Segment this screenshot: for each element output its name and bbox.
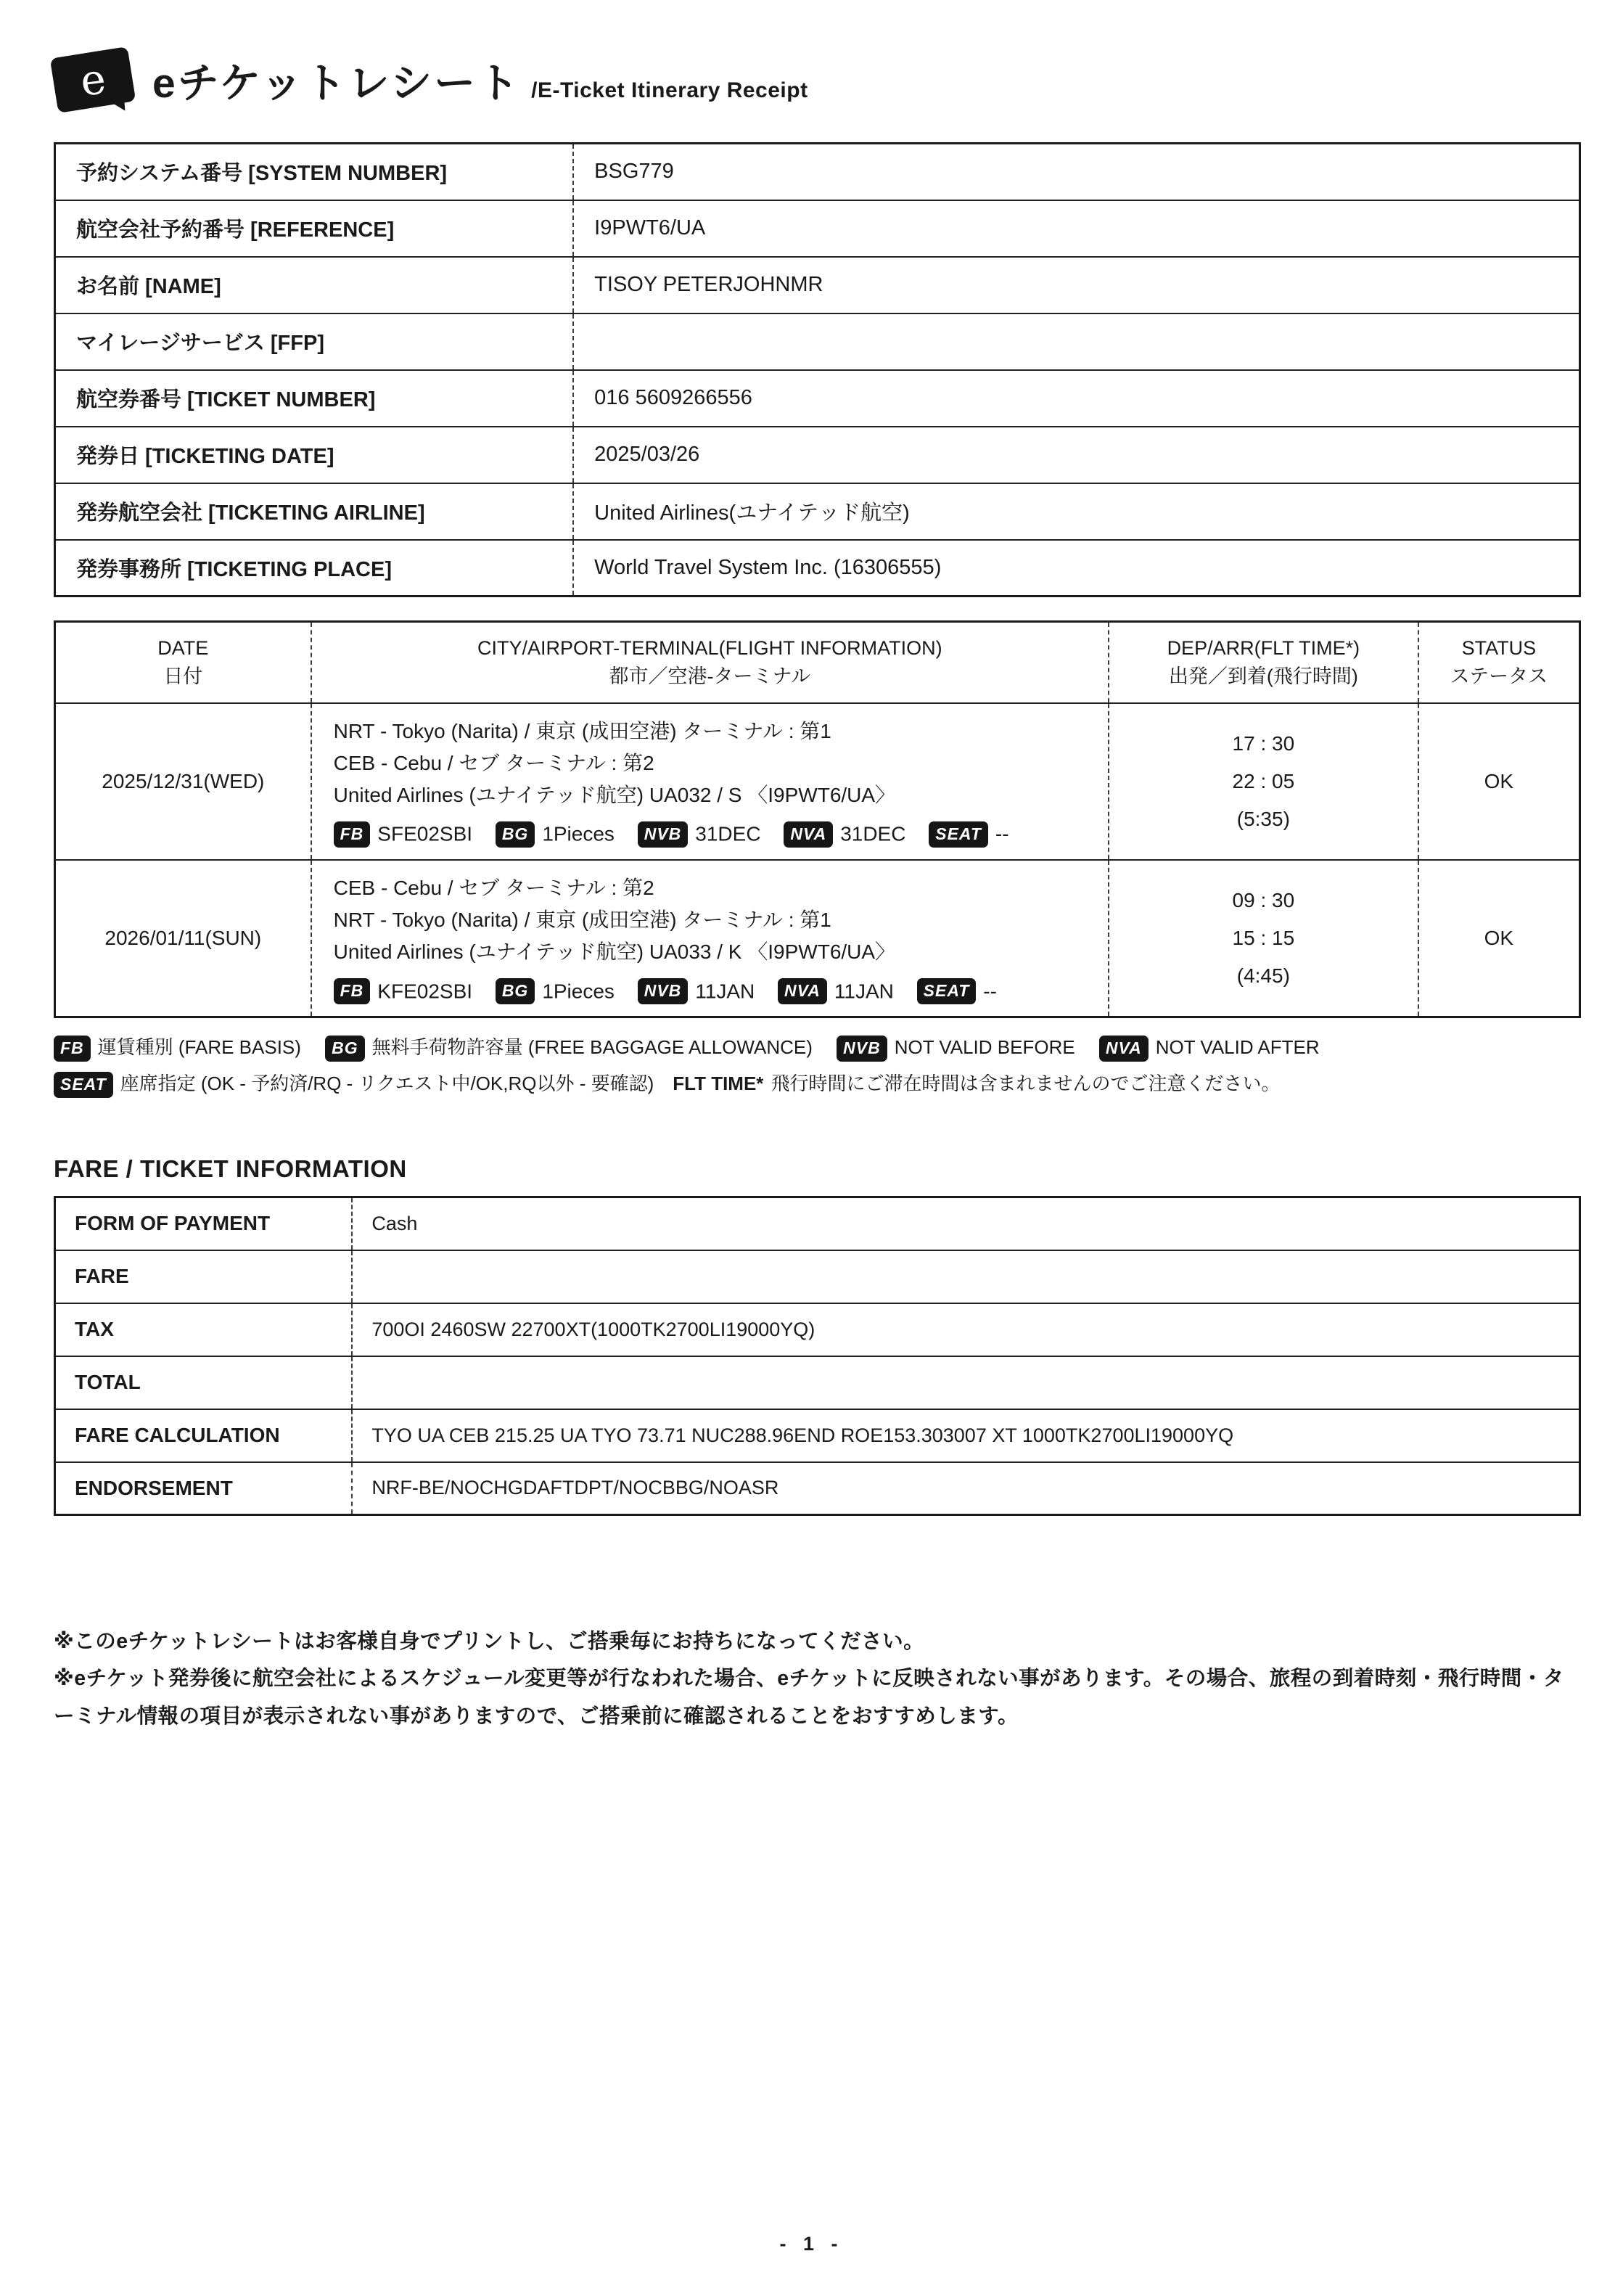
header-date-ja: 日付 bbox=[163, 665, 203, 687]
table-row bbox=[55, 1250, 1580, 1303]
seat-group bbox=[917, 979, 997, 1001]
nvb-value: 31DEC bbox=[695, 822, 761, 845]
column-header-dep-arr bbox=[1109, 622, 1418, 703]
table-row bbox=[55, 200, 1580, 257]
fare-basis-group bbox=[334, 979, 472, 1001]
table-row bbox=[55, 1356, 1580, 1409]
legend-bg-text: 無料手荷物許容量 (FREE BAGGAGE ALLOWANCE) bbox=[371, 1036, 813, 1059]
fb-badge: FB bbox=[334, 978, 371, 1004]
legend-flt-label: FLT TIME* bbox=[673, 1072, 764, 1094]
fb-badge: FB bbox=[54, 1036, 91, 1062]
row-label: FARE CALCULATION bbox=[55, 1409, 353, 1462]
flight-city-info bbox=[311, 860, 1109, 1017]
departure-time: 17 : 30 bbox=[1232, 732, 1295, 755]
page-title-japanese: eチケットレシート bbox=[152, 60, 522, 107]
row-label: 航空券番号 [TICKET NUMBER] bbox=[55, 370, 574, 427]
table-row bbox=[55, 483, 1580, 540]
flight-table-header-row bbox=[55, 622, 1580, 703]
logo-letter: e bbox=[77, 54, 109, 106]
page-number: - 1 - bbox=[779, 2233, 844, 2255]
bg-badge: BG bbox=[325, 1036, 365, 1062]
table-row bbox=[55, 144, 1580, 200]
arrival-time: 22 : 05 bbox=[1232, 769, 1295, 792]
row-label: マイレージサービス [FFP] bbox=[55, 313, 574, 370]
legend-bg bbox=[325, 1036, 813, 1058]
fare-info-table bbox=[54, 1196, 1581, 1516]
seat-value: -- bbox=[995, 822, 1009, 845]
arrival-time: 15 : 15 bbox=[1232, 927, 1295, 950]
nva-value: 11JAN bbox=[834, 980, 894, 1003]
header-status-ja: ステータス bbox=[1450, 665, 1548, 687]
row-value bbox=[352, 1356, 1579, 1409]
legend-line-1 bbox=[54, 1030, 1581, 1065]
row-label: 発券日 [TICKETING DATE] bbox=[55, 427, 574, 483]
flight-destination-line: CEB - Cebu / セブ ターミナル : 第2 bbox=[333, 751, 654, 774]
nva-value: 31DEC bbox=[840, 822, 906, 845]
flight-origin-line: CEB - Cebu / セブ ターミナル : 第2 bbox=[333, 876, 654, 899]
row-value: NRF-BE/NOCHGDAFTDPT/NOCBBG/NOASR bbox=[352, 1462, 1579, 1515]
table-row bbox=[55, 1197, 1580, 1250]
flight-origin-line: NRT - Tokyo (Narita) / 東京 (成田空港) ターミナル : 第1 bbox=[333, 719, 831, 742]
flight-date: 2026/01/11(SUN) bbox=[55, 860, 311, 1017]
row-value: World Travel System Inc. (16306555) bbox=[573, 540, 1579, 596]
flight-duration: (5:35) bbox=[1236, 807, 1290, 830]
eticket-logo-icon bbox=[50, 46, 136, 113]
header-date-en: DATE bbox=[157, 636, 209, 659]
row-value: United Airlines(ユナイテッド航空) bbox=[573, 483, 1579, 540]
nva-badge: NVA bbox=[784, 821, 833, 848]
row-value: 016 5609266556 bbox=[573, 370, 1579, 427]
row-value: 2025/03/26 bbox=[573, 427, 1579, 483]
seat-badge: SEAT bbox=[929, 821, 988, 848]
note-line: ※eチケット発券後に航空会社によるスケジュール変更等が行なわれた場合、eチケットに反映されない事があります。その場合、旅程の到着時刻・飛行時間・ターミナル情報の項目が表示されない事がありますので、ご搭乗前に確認されることをおすすめします。 bbox=[54, 1667, 1564, 1728]
row-value: TISOY PETERJOHNMR bbox=[573, 257, 1579, 313]
row-label: TOTAL bbox=[55, 1356, 353, 1409]
nvb-group bbox=[638, 821, 761, 844]
flight-status: OK bbox=[1418, 860, 1580, 1017]
table-row bbox=[55, 257, 1580, 313]
row-label: FORM OF PAYMENT bbox=[75, 1212, 271, 1235]
nvb-group bbox=[638, 979, 755, 1001]
legend-flt-text: 飛行時間にご滞在時間は含まれませんのでご注意ください。 bbox=[771, 1072, 1281, 1094]
column-header-city bbox=[311, 622, 1109, 703]
title-group bbox=[152, 50, 808, 110]
page-title-english: /E-Ticket Itinerary Receipt bbox=[531, 78, 808, 102]
flight-city-info bbox=[311, 703, 1109, 860]
legend-nvb bbox=[837, 1036, 1075, 1058]
row-label: FARE bbox=[55, 1250, 353, 1303]
abbreviation-legend bbox=[54, 1030, 1581, 1102]
nva-group bbox=[784, 821, 905, 844]
row-label: ENDORSEMENT bbox=[55, 1462, 353, 1515]
flight-times bbox=[1109, 703, 1418, 860]
bg-badge: BG bbox=[496, 821, 535, 848]
footer-notes bbox=[54, 1623, 1581, 1735]
row-value bbox=[352, 1250, 1579, 1303]
flight-destination-line: NRT - Tokyo (Narita) / 東京 (成田空港) ターミナル : 第1 bbox=[333, 909, 831, 932]
booking-info-table bbox=[54, 142, 1581, 597]
flight-row-outbound bbox=[55, 703, 1580, 860]
legend-fb-text: 運賃種別 (FARE BASIS) bbox=[97, 1036, 301, 1059]
fare-basis-group bbox=[334, 821, 472, 844]
row-value: BSG779 bbox=[573, 144, 1579, 200]
flight-itinerary-table bbox=[54, 620, 1581, 1018]
table-row bbox=[55, 540, 1580, 596]
legend-nva-text: NOT VALID AFTER bbox=[1155, 1036, 1320, 1059]
flight-date: 2025/12/31(WED) bbox=[55, 703, 311, 860]
flight-airline-line: United Airlines (ユナイテッド航空) UA033 / K 〈I9PWT6/UA〉 bbox=[333, 940, 896, 964]
row-label: TAX bbox=[55, 1303, 353, 1356]
flight-row-return bbox=[55, 860, 1580, 1017]
column-header-status bbox=[1418, 622, 1580, 703]
baggage-group bbox=[496, 821, 615, 844]
document-header bbox=[54, 44, 1581, 116]
header-dep-en: DEP/ARR(FLT TIME*) bbox=[1167, 636, 1360, 659]
table-row bbox=[55, 427, 1580, 483]
row-label: 発券航空会社 [TICKETING AIRLINE] bbox=[55, 483, 574, 540]
fb-badge: FB bbox=[334, 821, 371, 848]
flight-times bbox=[1109, 860, 1418, 1017]
flight-badge-row bbox=[334, 975, 1101, 1008]
table-row bbox=[55, 1409, 1580, 1462]
seat-value: -- bbox=[983, 980, 997, 1003]
legend-seat-text: 座席指定 (OK - 予約済/RQ - リクエスト中/OK,RQ以外 - 要確認) bbox=[120, 1072, 654, 1094]
table-row bbox=[55, 370, 1580, 427]
header-city-ja: 都市／空港-ターミナル bbox=[609, 665, 811, 687]
row-value: Cash bbox=[352, 1197, 1579, 1250]
legend-fb bbox=[54, 1036, 301, 1058]
table-row bbox=[55, 1462, 1580, 1515]
flight-duration: (4:45) bbox=[1236, 964, 1290, 988]
row-value: TYO UA CEB 215.25 UA TYO 73.71 NUC288.96END ROE153.303007 XT 1000TK2700LI19000YQ bbox=[352, 1409, 1579, 1462]
row-label: お名前 [NAME] bbox=[55, 257, 574, 313]
header-city-en: CITY/AIRPORT-TERMINAL(FLIGHT INFORMATION) bbox=[477, 636, 942, 659]
row-label: 発券事務所 [TICKETING PLACE] bbox=[55, 540, 574, 596]
seat-badge: SEAT bbox=[917, 978, 977, 1004]
header-status-en: STATUS bbox=[1461, 636, 1537, 659]
nvb-value: 11JAN bbox=[695, 980, 755, 1003]
table-row bbox=[55, 1303, 1580, 1356]
departure-time: 09 : 30 bbox=[1232, 889, 1295, 912]
baggage-group bbox=[496, 979, 615, 1001]
flight-status: OK bbox=[1418, 703, 1580, 860]
flight-airline-line: United Airlines (ユナイテッド航空) UA032 / S 〈I9PWT6/UA〉 bbox=[333, 783, 896, 806]
baggage-value: 1Pieces bbox=[542, 822, 615, 845]
nva-badge: NVA bbox=[1099, 1036, 1149, 1062]
row-value: I9PWT6/UA bbox=[573, 200, 1579, 257]
table-row bbox=[55, 313, 1580, 370]
fare-section-heading: FARE / TICKET INFORMATION bbox=[54, 1155, 407, 1183]
baggage-value: 1Pieces bbox=[542, 980, 615, 1003]
flight-badge-row bbox=[334, 817, 1101, 850]
column-header-date bbox=[55, 622, 311, 703]
fare-basis-value: KFE02SBI bbox=[377, 980, 473, 1003]
legend-nva bbox=[1099, 1036, 1320, 1058]
row-value: 700OI 2460SW 22700XT(1000TK2700LI19000YQ) bbox=[352, 1303, 1579, 1356]
nva-badge: NVA bbox=[778, 978, 827, 1004]
row-label: 予約システム番号 [SYSTEM NUMBER] bbox=[76, 162, 448, 186]
seat-badge: SEAT bbox=[54, 1072, 113, 1098]
legend-line-2 bbox=[54, 1066, 1581, 1102]
fare-basis-value: SFE02SBI bbox=[377, 822, 473, 845]
note-line: ※このeチケットレシートはお客様自身でプリントし、ご搭乗毎にお持ちになってください。 bbox=[54, 1630, 925, 1654]
bg-badge: BG bbox=[496, 978, 535, 1004]
seat-group bbox=[929, 821, 1008, 844]
nvb-badge: NVB bbox=[837, 1036, 887, 1062]
nvb-badge: NVB bbox=[638, 978, 689, 1004]
row-label: 航空会社予約番号 [REFERENCE] bbox=[55, 200, 574, 257]
header-dep-ja: 出発／到着(飛行時間) bbox=[1168, 665, 1358, 687]
legend-nvb-text: NOT VALID BEFORE bbox=[894, 1036, 1075, 1059]
row-value bbox=[573, 313, 1579, 370]
nva-group bbox=[778, 979, 894, 1001]
nvb-badge: NVB bbox=[638, 821, 689, 848]
